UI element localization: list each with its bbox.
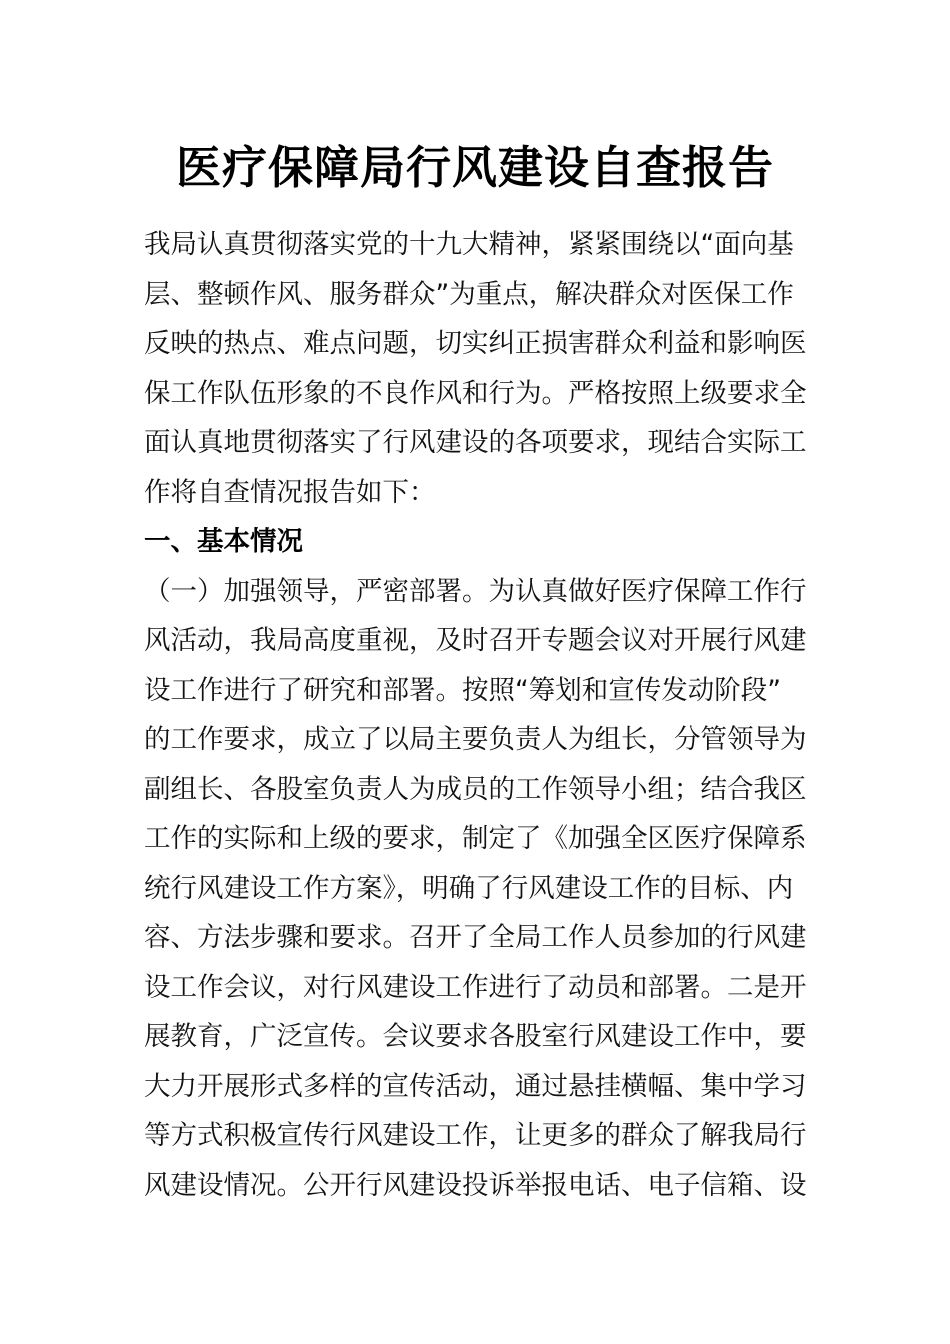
section-line: 大力开展形式多样的宣传活动，通过悬挂横幅、集中学习: [144, 1070, 807, 1102]
section-line: 工作的实际和上级的要求，制定了《加强全区医疗保障系: [144, 823, 807, 854]
section-line: 风建设情况。公开行风建设投诉举报电话、电子信箱、设: [144, 1169, 807, 1201]
section-line: 统行风建设工作方案》，明确了行风建设工作的目标、内: [144, 872, 794, 904]
intro-line: 反映的热点、难点问题，切实纠正损害群众利益和影响医: [144, 328, 807, 359]
document-body: [144, 220, 807, 1210]
section-line: 容、方法步骤和要求。召开了全局工作人员参加的行风建: [144, 922, 807, 953]
section-line: 副组长、各股室负责人为成员的工作领导小组；结合我区: [144, 773, 807, 805]
intro-line: 我局认真贯彻落实党的十九大精神，紧紧围绕以“面向基: [144, 229, 794, 260]
section-line: 展教育，广泛宣传。会议要求各股室行风建设工作中，要: [144, 1021, 807, 1052]
section-heading: 一、基本情况: [144, 526, 303, 557]
intro-line: 层、整顿作风、服务群众”为重点，解决群众对医保工作: [144, 278, 794, 310]
section-line: 等方式积极宣传行风建设工作，让更多的群众了解我局行: [144, 1120, 807, 1151]
section-line: 的工作要求，成立了以局主要负责人为组长，分管领导为: [144, 724, 807, 755]
section-line: （一）加强领导，严密部署。为认真做好医疗保障工作行: [144, 575, 807, 607]
intro-line: 作将自查情况报告如下：: [144, 476, 436, 508]
section-line: 设工作会议，对行风建设工作进行了动员和部署。二是开: [144, 971, 807, 1003]
intro-line: 面认真地贯彻落实了行风建设的各项要求，现结合实际工: [144, 427, 807, 458]
document-title: 医疗保障局行风建设自查报告: [175, 141, 774, 194]
section-line: 风活动，我局高度重视，及时召开专题会议对开展行风建: [144, 625, 807, 656]
section-line: 设工作进行了研究和部署。按照“筹划和宣传发动阶段”: [144, 674, 781, 706]
intro-line: 保工作队伍形象的不良作风和行为。严格按照上级要求全: [144, 377, 807, 409]
